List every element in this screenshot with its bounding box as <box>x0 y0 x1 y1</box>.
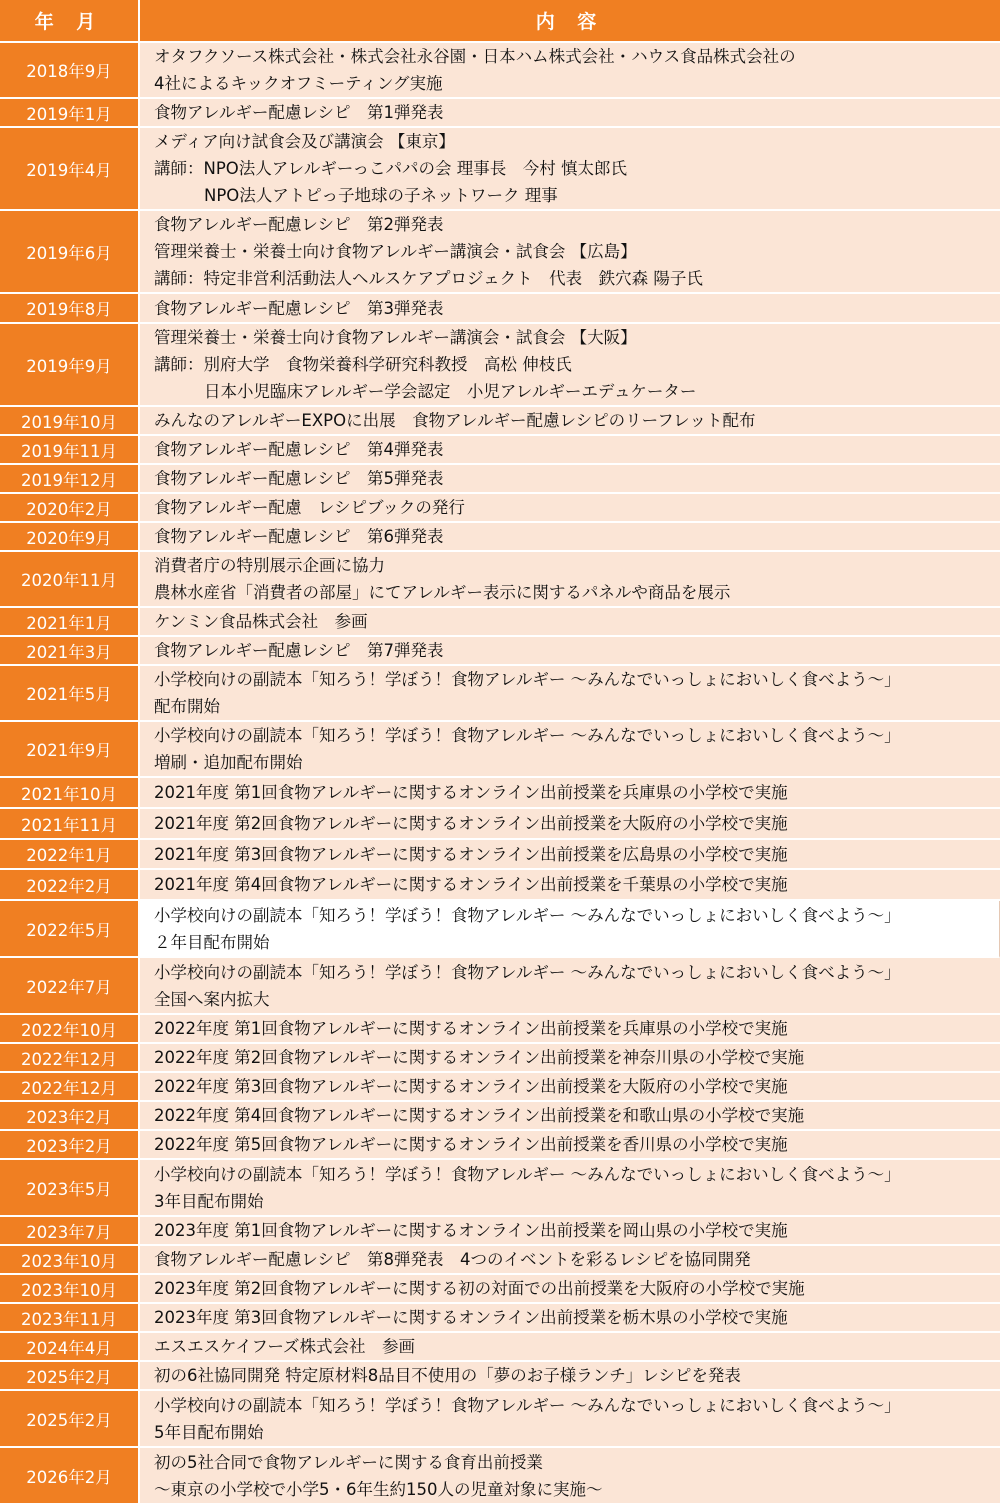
content-line: 2021年度 第1回食物アレルギーに関するオンライン出前授業を兵庫県の小学校で実施 <box>154 783 788 802</box>
table-row <box>0 436 1000 465</box>
content-line: 2023年度 第2回食物アレルギーに関する初の対面での出前授業を大阪府の小学校で実施 <box>154 1279 805 1298</box>
row-date: 2025年2月 <box>0 1362 140 1391</box>
row-content <box>140 1015 1000 1044</box>
row-content <box>140 1275 1000 1304</box>
row-content <box>140 294 1000 324</box>
content-line: 講師：特定非営利活動法人ヘルスケアプロジェクト 代表 鉄穴森 陽子氏 <box>154 269 703 288</box>
row-content <box>140 870 1000 901</box>
table-row <box>0 608 1000 637</box>
table-row <box>0 324 1000 407</box>
row-content <box>140 778 1000 809</box>
content-line: 講師：別府大学 食物栄養科学研究科教授 高松 伸枝氏 <box>154 355 572 374</box>
row-content <box>140 1362 1000 1391</box>
row-date: 2021年1月 <box>0 608 140 637</box>
table-row <box>0 666 1000 722</box>
table-row <box>0 870 1000 901</box>
content-line: 食物アレルギー配慮レシピ 第8弾発表 4つのイベントを彩るレシピを協同開発 <box>154 1250 751 1269</box>
row-date: 2021年11月 <box>0 809 140 840</box>
content-line: 食物アレルギー配慮レシピ 第6弾発表 <box>154 527 444 546</box>
row-content <box>140 211 1000 294</box>
table-row <box>0 552 1000 608</box>
row-date: 2019年12月 <box>0 465 140 494</box>
row-date: 2023年7月 <box>0 1217 140 1246</box>
row-date: 2022年1月 <box>0 840 140 870</box>
content-line: 2022年度 第4回食物アレルギーに関するオンライン出前授業を和歌山県の小学校で実施 <box>154 1106 805 1125</box>
row-content <box>140 43 1000 99</box>
row-content <box>140 1131 1000 1160</box>
table-row <box>0 211 1000 294</box>
content-line: 食物アレルギー配慮レシピ 第3弾発表 <box>154 298 444 318</box>
row-date: 2022年10月 <box>0 1015 140 1044</box>
content-line: 初の5社合同で食物アレルギーに関する食育出前授業 <box>154 1452 543 1472</box>
content-line: 食物アレルギー配慮 レシピブックの発行 <box>154 498 465 517</box>
table-row <box>0 1391 1000 1448</box>
table-row <box>0 1044 1000 1073</box>
content-line: 食物アレルギー配慮レシピ 第2弾発表 <box>154 215 444 234</box>
row-date: 2023年2月 <box>0 1131 140 1160</box>
content-line: 食物アレルギー配慮レシピ 第5弾発表 <box>154 469 444 488</box>
row-content <box>140 1160 1000 1217</box>
row-date: 2023年10月 <box>0 1246 140 1275</box>
table-row <box>0 1275 1000 1304</box>
row-date: 2022年12月 <box>0 1073 140 1102</box>
table-row <box>0 294 1000 324</box>
table-row <box>0 1073 1000 1102</box>
row-content <box>140 436 1000 465</box>
row-date: 2020年11月 <box>0 552 140 608</box>
table-row <box>0 1333 1000 1362</box>
row-content <box>140 407 1000 436</box>
content-line: 2022年度 第3回食物アレルギーに関するオンライン出前授業を大阪府の小学校で実施 <box>154 1077 788 1096</box>
row-content <box>140 1073 1000 1102</box>
row-content <box>140 666 1000 722</box>
row-content <box>140 1304 1000 1333</box>
content-line: 2021年度 第3回食物アレルギーに関するオンライン出前授業を広島県の小学校で実施 <box>154 844 788 864</box>
row-date: 2022年7月 <box>0 958 140 1015</box>
table-row <box>0 407 1000 436</box>
row-date: 2024年4月 <box>0 1333 140 1362</box>
row-date: 2020年2月 <box>0 494 140 523</box>
row-date: 2023年10月 <box>0 1275 140 1304</box>
header-row <box>0 0 1000 43</box>
row-date: 2023年2月 <box>0 1102 140 1131</box>
row-date: 2019年4月 <box>0 128 140 211</box>
table-row <box>0 1102 1000 1131</box>
table-row <box>0 778 1000 809</box>
table-row <box>0 1217 1000 1246</box>
row-date: 2021年5月 <box>0 666 140 722</box>
content-line: ケンミン食品株式会社 参画 <box>154 612 368 631</box>
row-content <box>140 1391 1000 1448</box>
row-date: 2022年12月 <box>0 1044 140 1073</box>
content-line: 2023年度 第3回食物アレルギーに関するオンライン出前授業を栃木県の小学校で実施 <box>154 1308 788 1327</box>
content-line: メディア向け試食会及び講演会 【東京】 <box>154 132 455 151</box>
content-line: エスエスケイフーズ株式会社 参画 <box>154 1337 416 1356</box>
table-row <box>0 1448 1000 1505</box>
row-date: 2019年11月 <box>0 436 140 465</box>
table-row <box>0 465 1000 494</box>
table-row <box>0 637 1000 666</box>
table-row <box>0 494 1000 523</box>
row-date: 2019年6月 <box>0 211 140 294</box>
row-content <box>140 128 1000 211</box>
content-line: 3年目配布開始 <box>154 1191 264 1211</box>
content-line: 小学校向けの副読本「知ろう！学ぼう！食物アレルギー ～みんなでいっしょにおいしく食べよう～」 <box>154 670 901 689</box>
row-date: 2021年9月 <box>0 722 140 778</box>
content-line: 配布開始 <box>154 697 220 716</box>
row-date: 2020年9月 <box>0 523 140 552</box>
row-date: 2019年10月 <box>0 407 140 436</box>
row-date: 2021年10月 <box>0 778 140 809</box>
table-row <box>0 722 1000 778</box>
content-line: 2021年度 第4回食物アレルギーに関するオンライン出前授業を千葉県の小学校で実施 <box>154 875 788 894</box>
row-content <box>140 1333 1000 1362</box>
content-line: 食物アレルギー配慮レシピ 第4弾発表 <box>154 440 444 459</box>
row-content <box>140 840 1000 870</box>
content-line: 食物アレルギー配慮レシピ 第7弾発表 <box>154 641 444 660</box>
row-date: 2021年3月 <box>0 637 140 666</box>
table-row <box>0 840 1000 870</box>
content-line: 小学校向けの副読本「知ろう！学ぼう！食物アレルギー ～みんなでいっしょにおいしく食べよう～」 <box>154 1395 901 1415</box>
content-line: みんなのアレルギーEXPOに出展 食物アレルギー配慮レシピのリーフレット配布 <box>154 411 756 430</box>
row-content <box>140 901 1000 958</box>
row-date: 2023年11月 <box>0 1304 140 1333</box>
content-line: ２年目配布開始 <box>154 932 270 952</box>
content-line: 2022年度 第2回食物アレルギーに関するオンライン出前授業を神奈川県の小学校で実施 <box>154 1048 805 1067</box>
content-line: 小学校向けの副読本「知ろう！学ぼう！食物アレルギー ～みんなでいっしょにおいしく食べよう～」 <box>154 962 901 982</box>
content-line: 消費者庁の特別展示企画に協力 <box>154 556 385 575</box>
row-content <box>140 1246 1000 1275</box>
row-date: 2026年2月 <box>0 1448 140 1505</box>
row-content <box>140 722 1000 778</box>
table-row <box>0 99 1000 128</box>
row-date: 2019年1月 <box>0 99 140 128</box>
content-line: 管理栄養士・栄養士向け食物アレルギー講演会・試食会 【広島】 <box>154 242 637 261</box>
content-line: 2022年度 第1回食物アレルギーに関するオンライン出前授業を兵庫県の小学校で実施 <box>154 1019 788 1038</box>
table-row <box>0 1131 1000 1160</box>
content-line: 初の6社協同開発 特定原材料8品目不使用の「夢のお子様ランチ」レシピを発表 <box>154 1366 741 1385</box>
content-line: 農林水産省「消費者の部屋」にてアレルギー表示に関するパネルや商品を展示 <box>154 583 731 602</box>
row-content <box>140 637 1000 666</box>
table-row <box>0 128 1000 211</box>
row-content <box>140 1044 1000 1073</box>
table-row <box>0 1246 1000 1275</box>
row-date: 2023年5月 <box>0 1160 140 1217</box>
header-date: 年 月 <box>0 0 140 43</box>
content-line: 講師：NPO法人アレルギーっこパパの会 理事長 今村 慎太郎氏 <box>154 159 628 178</box>
table-row <box>0 1362 1000 1391</box>
row-content <box>140 1217 1000 1246</box>
row-date: 2019年8月 <box>0 294 140 324</box>
table-row <box>0 1304 1000 1333</box>
content-line: 小学校向けの副読本「知ろう！学ぼう！食物アレルギー ～みんなでいっしょにおいしく食べよう～」 <box>154 726 901 745</box>
row-date: 2025年2月 <box>0 1391 140 1448</box>
content-line: 増刷・追加配布開始 <box>154 753 303 772</box>
content-line: NPO法人アトピっ子地球の子ネットワーク 理事 <box>204 186 558 205</box>
content-line: ～東京の小学校で小学5・6年生約150人の児童対象に実施～ <box>154 1479 603 1499</box>
row-content <box>140 958 1000 1015</box>
table-row <box>0 43 1000 99</box>
row-date: 2022年2月 <box>0 870 140 901</box>
content-line: 2023年度 第1回食物アレルギーに関するオンライン出前授業を岡山県の小学校で実施 <box>154 1221 788 1240</box>
row-date: 2018年9月 <box>0 43 140 99</box>
row-content <box>140 552 1000 608</box>
content-line: オタフクソース株式会社・株式会社永谷園・日本ハム株式会社・ハウス食品株式会社の <box>154 47 796 66</box>
header-content: 内 容 <box>140 0 1000 43</box>
content-line: 小学校向けの副読本「知ろう！学ぼう！食物アレルギー ～みんなでいっしょにおいしく食べよう～」 <box>154 905 901 925</box>
row-date: 2019年9月 <box>0 324 140 407</box>
content-line: 4社によるキックオフミーティング実施 <box>154 74 443 93</box>
content-line: 5年目配布開始 <box>154 1422 264 1442</box>
content-line: 2021年度 第2回食物アレルギーに関するオンライン出前授業を大阪府の小学校で実施 <box>154 814 788 833</box>
history-body <box>0 43 1000 1505</box>
table-row <box>0 901 1000 958</box>
row-content <box>140 465 1000 494</box>
row-content <box>140 809 1000 840</box>
row-content <box>140 1448 1000 1505</box>
content-line: 2022年度 第5回食物アレルギーに関するオンライン出前授業を香川県の小学校で実施 <box>154 1135 788 1154</box>
row-content <box>140 608 1000 637</box>
content-line: 食物アレルギー配慮レシピ 第1弾発表 <box>154 103 444 122</box>
table-row <box>0 1160 1000 1217</box>
row-date: 2022年5月 <box>0 901 140 958</box>
content-line: 全国へ案内拡大 <box>154 989 270 1009</box>
table-row <box>0 523 1000 552</box>
table-row <box>0 809 1000 840</box>
row-content <box>140 324 1000 407</box>
content-line: 管理栄養士・栄養士向け食物アレルギー講演会・試食会 【大阪】 <box>154 328 637 347</box>
row-content <box>140 1102 1000 1131</box>
content-line: 日本小児臨床アレルギー学会認定 小児アレルギーエデュケーター <box>204 382 697 401</box>
row-content <box>140 523 1000 552</box>
row-content <box>140 494 1000 523</box>
table-row <box>0 1015 1000 1044</box>
row-content <box>140 99 1000 128</box>
table-row <box>0 958 1000 1015</box>
content-line: 小学校向けの副読本「知ろう！学ぼう！食物アレルギー ～みんなでいっしょにおいしく食べよう～」 <box>154 1164 901 1184</box>
